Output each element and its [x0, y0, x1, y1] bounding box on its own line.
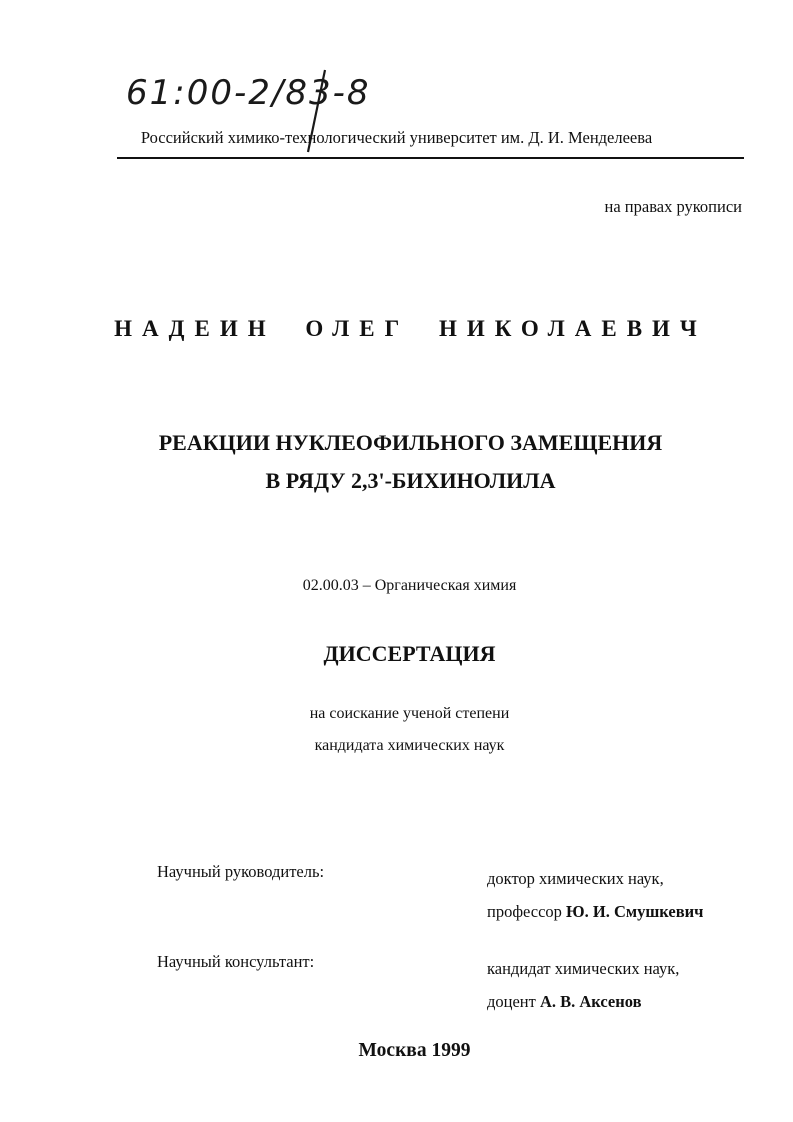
consultant-name: А. В. Аксенов: [539, 992, 642, 1011]
university-name: Российский химико-технологический университет им. Д. И. Менделеева: [140, 128, 653, 147]
title-line-2: В РЯДУ 2,3'-БИХИНОЛИЛА: [265, 468, 556, 493]
consultant-role: Научный консультант:: [157, 952, 315, 971]
supervisor-name: Ю. И. Смушкевич: [566, 902, 704, 921]
city-year: Москва 1999: [358, 1040, 471, 1061]
supervisor-credentials: доктор химических наук,: [487, 869, 664, 888]
consultant-position: доцент: [487, 992, 536, 1011]
author-name: НАДЕИН ОЛЕГ НИКОЛАЕВИЧ: [114, 316, 707, 341]
consultant-credentials: кандидат химических наук,: [487, 959, 680, 978]
title-line-1: РЕАКЦИИ НУКЛЕОФИЛЬНОГО ЗАМЕЩЕНИЯ: [158, 430, 663, 455]
supervisor-position: профессор: [487, 902, 562, 921]
consultant-row: [157, 952, 757, 1042]
advisors-block: [157, 862, 757, 1042]
manuscript-rights-note: на правах рукописи: [604, 197, 742, 216]
supervisor-role: Научный руководитель:: [157, 862, 325, 881]
dissertation-title: [0, 424, 793, 500]
document-type: ДИССЕРТАЦИЯ: [323, 641, 496, 666]
supervisor-details: [487, 862, 703, 928]
supervisor-title-line: [487, 895, 703, 928]
specialty-code: 02.00.03 – Органическая химия: [302, 577, 517, 594]
consultant-title-line: [487, 985, 679, 1018]
consultant-details: [487, 952, 679, 1018]
degree-statement: [0, 698, 793, 762]
degree-line-2: кандидата химических наук: [314, 737, 505, 754]
supervisor-row: [157, 862, 757, 952]
degree-line-1: на соискание ученой степени: [309, 705, 510, 722]
header-rule: [117, 157, 744, 159]
handwritten-note-text: 61:00-2/83-8: [126, 73, 371, 113]
